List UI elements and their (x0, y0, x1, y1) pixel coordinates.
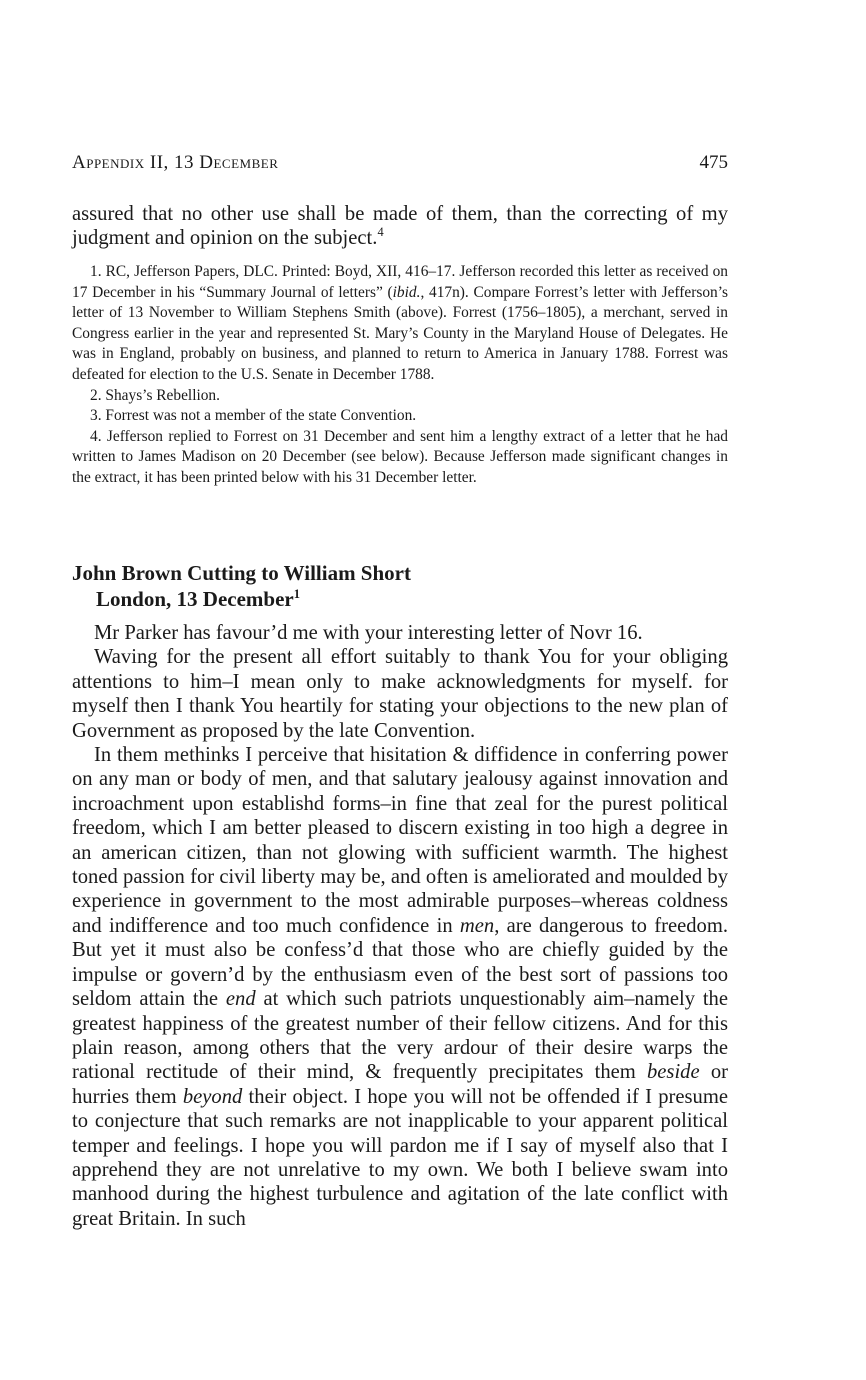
letter-italic: beyond (182, 1085, 243, 1108)
letter-heading (72, 560, 728, 612)
continuation-paragraph (72, 202, 728, 251)
note-text: Jefferson replied to Forrest on 31 December and sent him a lengthy extract of a letter that he had written to James Madison on 20 December (see below). Because Jefferson made significant changes in the extract, it has been printed below with his 31 December letter. (72, 427, 728, 486)
note-1 (72, 262, 728, 386)
note-italic: ibid. (392, 283, 421, 301)
note-number: 1. (90, 263, 102, 280)
letter-text: In them methinks I perceive that hisitation & diffidence in conferring power on any man or body of men, and that salutary jealousy against innovation and incroachment upon establishd forms–in fine that zeal for the purest political freedom, which I am better pleased to discern existing in too high a degree in an american citizen, than not glowing with sufficient warmth. The highest toned passion for civil liberty may be, and often is ameliorated and moulded by experience in government to the most admirable purposes–whereas coldness and indifference and too much confidence in (72, 744, 728, 937)
note-text: Forrest was not a member of the state Convention. (105, 407, 417, 425)
letter-heading-dateline: London, 13 December (96, 587, 294, 611)
letter-paragraph-3 (72, 743, 728, 1231)
note-ref-4: 4 (377, 225, 384, 240)
footnotes (72, 262, 728, 489)
note-number: 2. (90, 386, 102, 404)
note-number: 3. (90, 407, 102, 425)
note-text: , 417n). Compare Forrest’s letter with Jefferson’s letter of 13 November to William Stephens Smith (above). Forrest (1756–1805), a merchant, served in Congress earlier in the year and represented St. Mary’s County in the Maryland House of Delegates. He was in England, probably on business, and planned to return to America in January 1788. Forrest was defeated for election to the U.S. Senate in December 1788. (72, 283, 728, 383)
letter-italic: beside (647, 1061, 700, 1084)
running-head-title: Appendix II, 13 December (72, 152, 279, 173)
letter-heading-title: John Brown Cutting to William Short (72, 561, 411, 585)
continuation-text: assured that no other use shall be made of them, than the correcting of my judgment and opinion on the subject. (72, 203, 728, 250)
letter-paragraph-2: Waving for the present all effort suitably to thank You for your obliging attentions to him–I mean only to make acknowledgments for myself. for myself then I thank You heartily for stating your objections to the new plan of Government as proposed by the late Convention. (72, 646, 728, 742)
letter-text: their object. I hope you will not be offended if I presume to conjecture that such remarks are not inapplicable to your apparent political temper and feelings. I hope you will pardon me if I say of myself also that I apprehend they are not unrelative to my own. We both I believe swam into manhood during the highest turbulence and agitation of the late conflict with great Britain. In such (72, 1085, 728, 1230)
note-text: RC, Jefferson Papers, DLC. Printed: Boyd, XII, 416–17. Jefferson recorded this letter as received on 17 December in his “Summary Journal of letters” ( (72, 263, 728, 301)
page-number: 475 (699, 152, 728, 173)
letter-text: at which such patriots unquestionably aim–namely the greatest happiness of the greatest number of their fellow citizens. And for this plain reason, among others that the very ardour of their desire warps the rational rectitude of their mind, & frequently precipitates them (72, 988, 728, 1084)
letter-text: or hurries them (72, 1061, 728, 1108)
note-4 (72, 427, 728, 489)
note-3 (72, 406, 728, 427)
note-2 (72, 386, 728, 407)
letter-body (72, 621, 728, 1231)
running-head (72, 152, 728, 178)
note-text: Shays’s Rebellion. (105, 386, 220, 404)
note-number: 4. (90, 427, 102, 445)
letter-italic: men (459, 914, 495, 937)
letter-heading-place-date (72, 586, 728, 612)
letter-paragraph-1: Mr Parker has favour’d me with your interesting letter of Novr 16. (94, 622, 643, 644)
heading-note-ref: 1 (293, 587, 301, 601)
letter-text: , are dangerous to freedom. But yet it must also be confess’d that those who are chiefly guided by the impulse or govern’d by the enthusiasm even of the best sort of passions too seldom attain the (72, 914, 728, 1011)
letter-italic: end (225, 988, 256, 1011)
